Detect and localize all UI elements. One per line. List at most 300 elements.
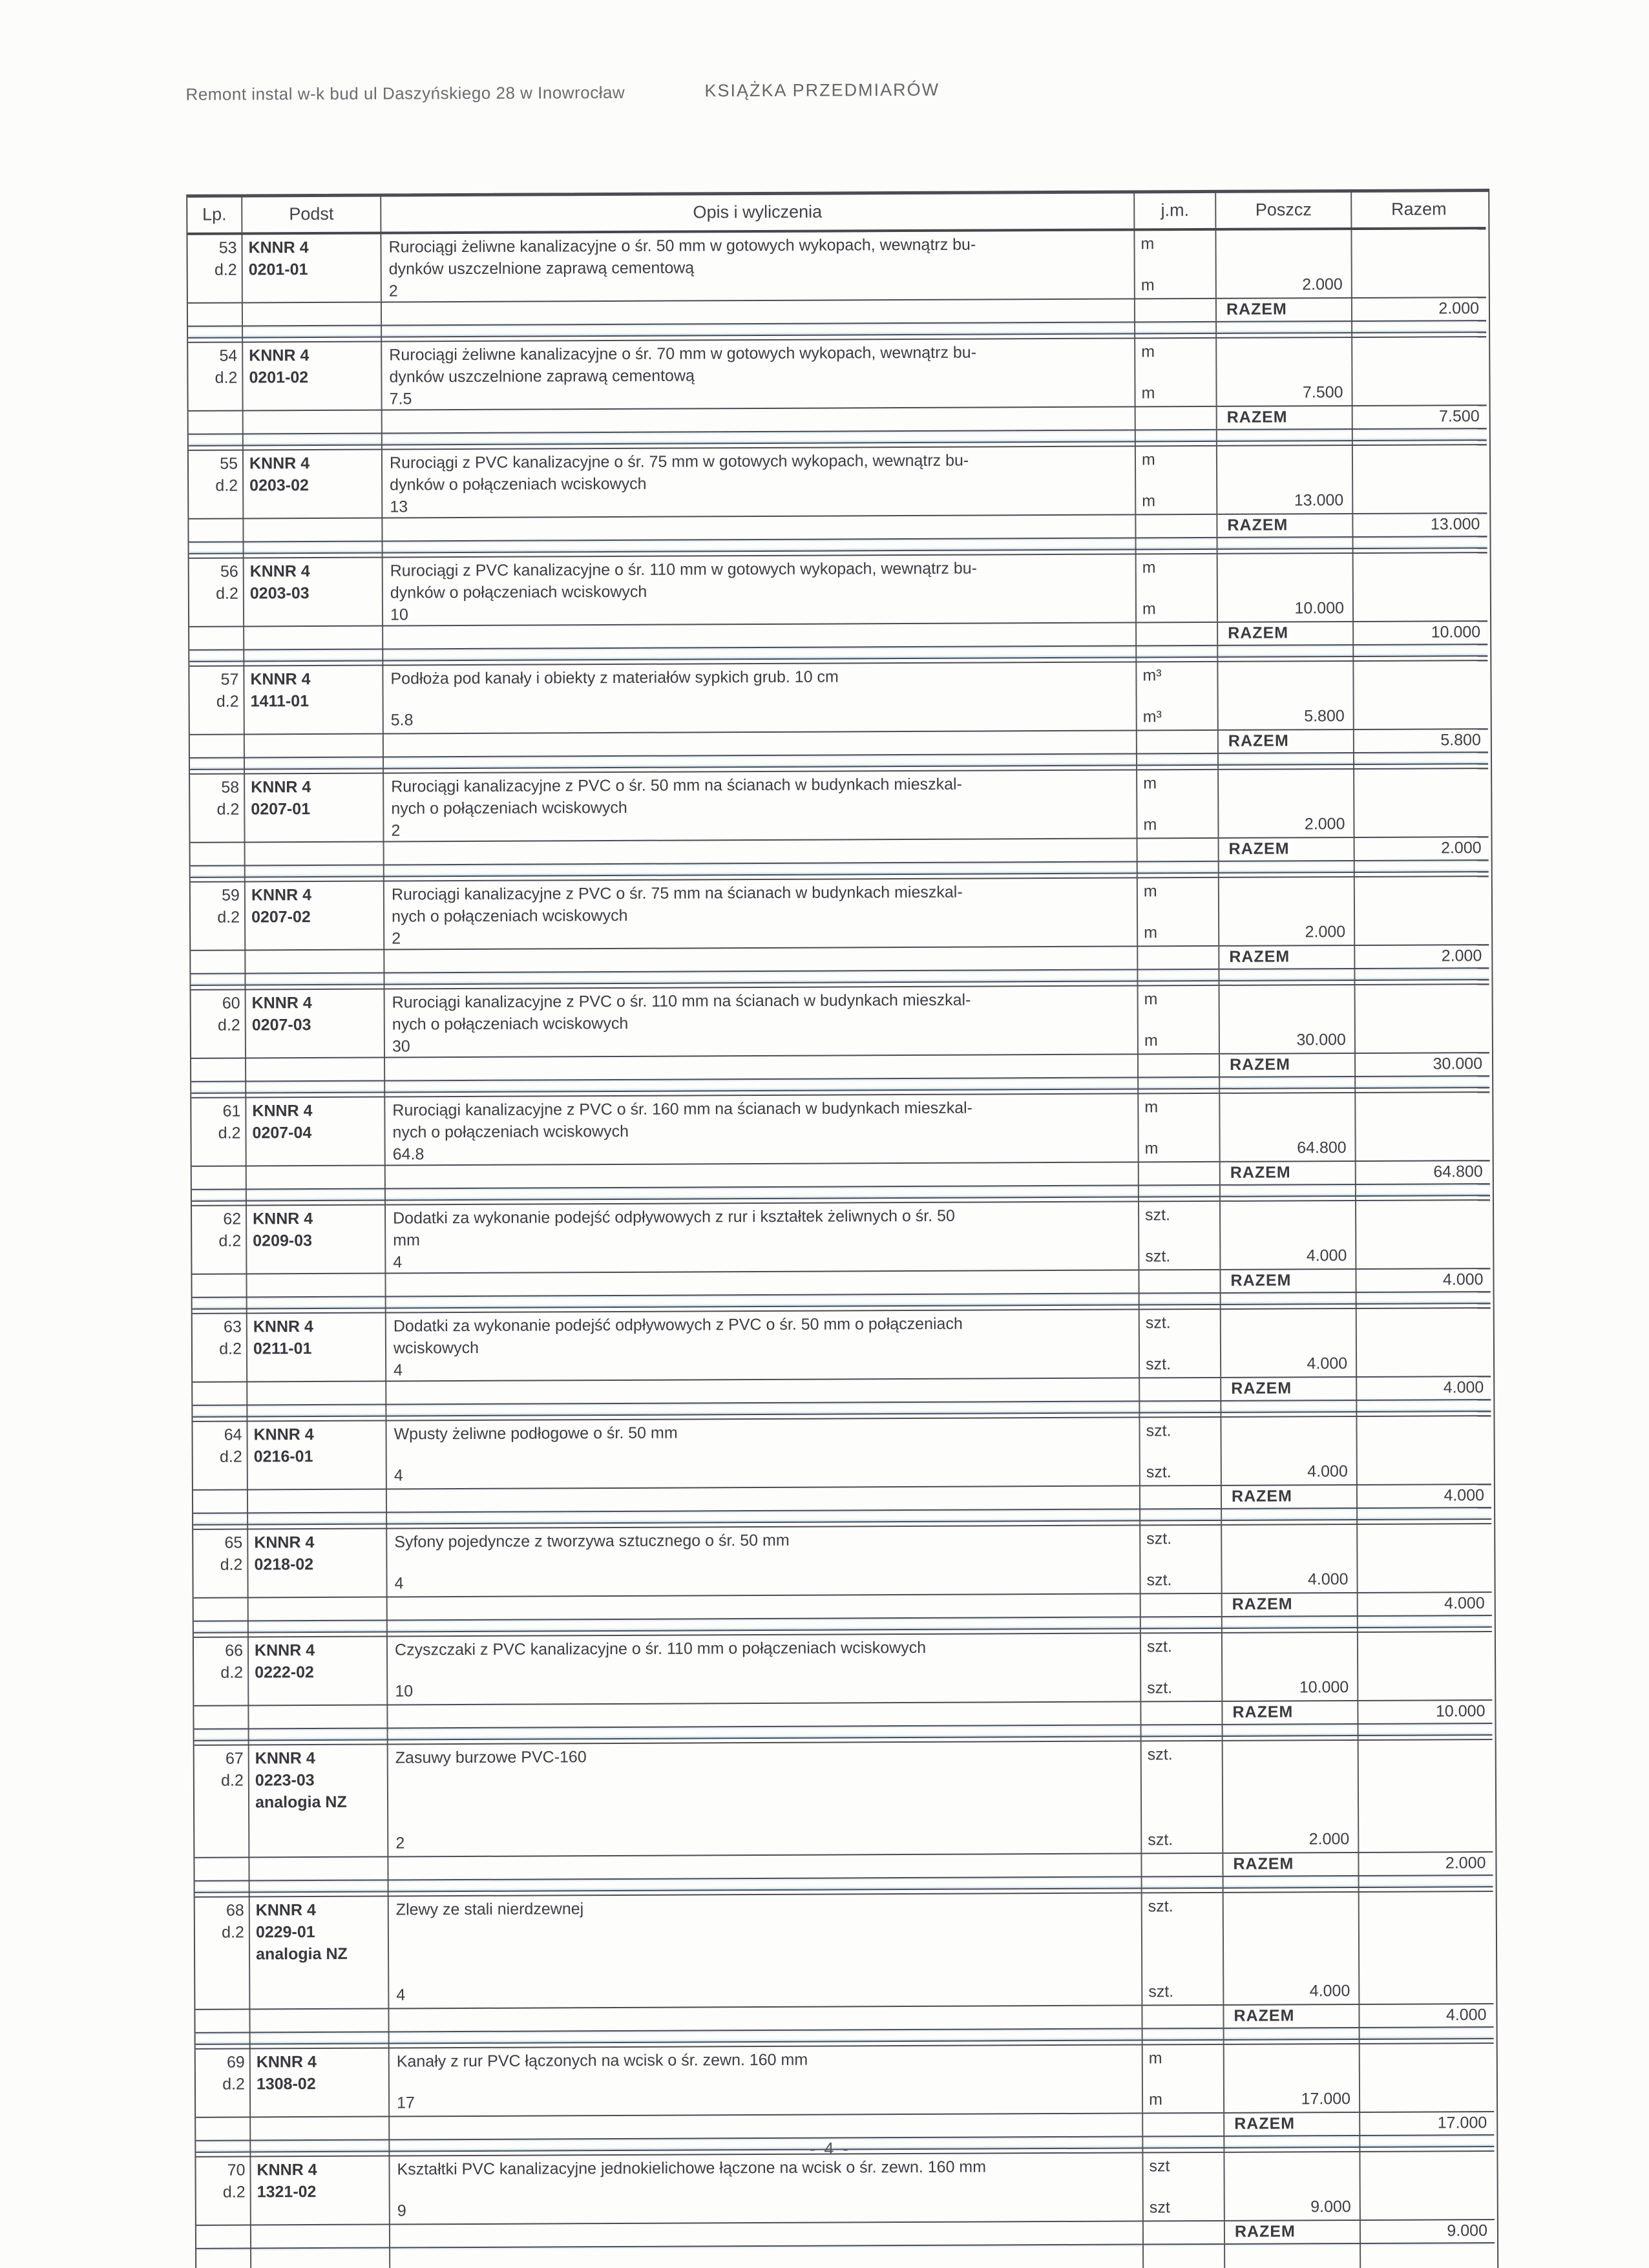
column-header-opis: Opis i wyliczenia — [381, 193, 1135, 231]
rule-cell — [1358, 1520, 1491, 1524]
item-jm-cell — [1136, 446, 1217, 514]
gap-cell — [1224, 2028, 1360, 2039]
rule-cell — [1353, 441, 1487, 445]
gap-cell — [1353, 429, 1487, 440]
item-podst-cell — [243, 342, 382, 410]
rule-cell — [1137, 658, 1218, 662]
column-header-podst: Podst — [242, 197, 381, 233]
item-description-line: Zlewy ze stali nierdzewnej — [395, 1900, 584, 1919]
razem-lp-cell — [191, 950, 246, 972]
item-jm-cell — [1135, 231, 1216, 299]
razem-jm-cell — [1137, 623, 1218, 646]
quantity-expression: 4 — [394, 1466, 403, 1485]
item-desc-cell — [387, 1526, 1140, 1596]
item-description-line: wciskowych — [393, 1338, 479, 1358]
rule-cell — [1358, 1628, 1492, 1632]
item-section-ref: d.2 — [217, 1016, 240, 1034]
rule-cell — [1219, 873, 1355, 877]
item-desc-cell — [386, 1202, 1139, 1272]
item-podst-cell — [244, 666, 383, 734]
gap-cell — [1354, 537, 1487, 548]
quantity-expression: 2 — [388, 282, 398, 300]
item-description-line: Zasuwy burzowe PVC-160 — [395, 1748, 587, 1767]
partial-value: 10.000 — [1299, 1678, 1349, 1697]
rule-cell — [1357, 1412, 1491, 1416]
item-lp-cell — [195, 1897, 251, 2008]
razem-jm-cell — [1136, 407, 1217, 430]
razem-podst-cell — [249, 1858, 388, 1880]
razem-podst-cell — [244, 519, 383, 541]
item-row — [190, 769, 1488, 843]
item-podst-cell — [245, 774, 384, 842]
razem-podst-cell — [247, 1166, 386, 1189]
item-number: 54 — [219, 346, 238, 365]
item-row — [193, 1524, 1491, 1599]
razem-value-cell: 2.000 — [1441, 947, 1482, 965]
item-desc-cell — [381, 231, 1135, 301]
item-lp-cell — [188, 342, 243, 410]
razem-lp-cell — [189, 627, 244, 649]
item-row — [195, 1892, 1494, 2010]
item-jm-cell — [1135, 339, 1217, 406]
item-desc-cell — [383, 554, 1137, 625]
rule-cell — [1224, 1888, 1360, 1892]
item-jm-cell — [1140, 1310, 1221, 1378]
razem-podst-cell — [249, 1706, 388, 1728]
razem-jm-cell — [1139, 1270, 1221, 1293]
item-section-ref: d.2 — [219, 1447, 242, 1466]
item-basis-code: 1308-02 — [256, 2075, 316, 2094]
razem-opis-cell — [390, 2114, 1143, 2139]
item-desc-cell — [388, 1741, 1142, 1856]
item-jm-cell — [1140, 1526, 1222, 1593]
unit-label: szt. — [1146, 1571, 1172, 1590]
gap-cell — [251, 2033, 390, 2044]
item-basis-code: 0207-01 — [251, 800, 311, 819]
rule-cell — [1354, 656, 1487, 660]
rule-cell — [1356, 1088, 1489, 1092]
item-section-ref: d.2 — [218, 1232, 242, 1250]
gap-cell — [243, 326, 382, 337]
item-description-line: nych o połączeniach wciskowych — [392, 1014, 629, 1034]
item-jm-cell — [1140, 1418, 1221, 1486]
razem-value-cell: 13.000 — [1430, 515, 1480, 534]
item-number: 53 — [218, 238, 237, 257]
razem-value-cell: 2.000 — [1438, 299, 1480, 318]
item-podst-cell — [251, 2157, 390, 2225]
item-lp-cell — [190, 774, 245, 841]
item-section-ref: d.2 — [215, 368, 238, 387]
rule-cell — [193, 1417, 247, 1420]
razem-podst-cell — [245, 735, 384, 757]
rule-cell — [244, 446, 383, 450]
razem-podst-cell — [243, 303, 382, 326]
item-section-ref: d.2 — [221, 1771, 244, 1790]
page-number: - 4 - — [809, 2139, 850, 2159]
razem-label-cell: RAZEM — [1221, 1378, 1357, 1400]
item-razem-cell — [1352, 229, 1486, 297]
razem-jm-cell — [1138, 947, 1219, 969]
quantity-expression: 4 — [393, 1253, 403, 1272]
razem-jm-cell — [1142, 2006, 1224, 2028]
partial-value: 2.000 — [1305, 923, 1346, 941]
razem-lp-cell — [193, 1382, 247, 1404]
item-jm-cell — [1139, 1094, 1220, 1162]
item-basis-code: 1321-02 — [257, 2183, 317, 2201]
item-basis-code: 0216-01 — [253, 1447, 313, 1466]
item-poszcz-cell — [1222, 1525, 1358, 1593]
item-section-ref: d.2 — [222, 1923, 244, 1942]
gap-cell — [1142, 1877, 1224, 1888]
item-jm-cell — [1137, 662, 1218, 730]
item-row — [196, 2044, 1494, 2118]
item-razem-cell — [1356, 985, 1489, 1053]
gap-cell — [248, 1513, 387, 1524]
item-row — [189, 661, 1487, 735]
rule-cell — [1221, 1197, 1356, 1201]
item-razem-cell — [1352, 337, 1486, 405]
rule-cell — [191, 1093, 246, 1097]
razem-jm-cell — [1141, 1594, 1223, 1617]
rule-cell — [194, 1741, 249, 1744]
quantity-expression: 4 — [394, 1574, 404, 1593]
item-jm-cell — [1139, 1202, 1221, 1270]
item-basis-code: KNNR 4 — [255, 1901, 316, 1920]
quantity-expression: 10 — [395, 1682, 414, 1701]
item-number: 67 — [225, 1749, 244, 1768]
item-basis-code: KNNR 4 — [256, 2053, 317, 2072]
unit-label: m — [1143, 882, 1157, 901]
item-section-ref: d.2 — [220, 1663, 244, 1682]
item-basis-code: KNNR 4 — [249, 454, 310, 473]
gap-cell — [1217, 322, 1352, 333]
gap-cell — [1141, 1617, 1223, 1628]
razem-label-cell: RAZEM — [1224, 2113, 1360, 2136]
item-row — [193, 1416, 1491, 1491]
gap-cell — [1354, 645, 1487, 656]
rule-cell — [1140, 1305, 1221, 1309]
item-lp-cell — [191, 990, 246, 1057]
item-lp-cell — [193, 1422, 247, 1489]
item-section-ref: d.2 — [220, 1555, 243, 1574]
rule-cell — [1139, 1197, 1221, 1201]
rule-cell — [1220, 981, 1356, 985]
gap-cell — [1140, 1294, 1221, 1305]
item-description-line: Rurociągi żeliwne kanalizacyjne o śr. 50 mm w gotowych wykopach, wewnątrz bu- — [388, 235, 976, 257]
unit-label: szt. — [1146, 1422, 1171, 1440]
razem-lp-cell — [195, 2010, 250, 2032]
item-description-line: nych o połączeniach wciskowych — [392, 1122, 629, 1142]
item-description-line: Dodatki za wykonanie podejść odpływowych z rur i kształtek żeliwnych o śr. 50 — [393, 1206, 955, 1228]
rule-cell — [1356, 980, 1489, 984]
razem-podst-cell — [247, 1274, 386, 1297]
gap-cell — [193, 1405, 247, 1416]
rule-cell — [188, 338, 243, 341]
item-section-ref: d.2 — [217, 908, 240, 927]
rule-cell — [244, 554, 383, 558]
rule-cell — [1221, 1412, 1357, 1416]
gap-cell — [1225, 2244, 1361, 2268]
item-row — [189, 553, 1487, 627]
rule-cell — [1142, 1737, 1223, 1741]
rule-cell — [1224, 2040, 1360, 2044]
quantity-expression: 5.8 — [390, 711, 414, 730]
unit-label: szt. — [1145, 1206, 1171, 1224]
item-description-line: Rurociągi kanalizacyjne z PVC o śr. 50 mm na ścianach w budynkach mieszkal- — [391, 775, 962, 796]
razem-lp-cell — [191, 1058, 246, 1080]
quantity-expression: 4 — [396, 1986, 406, 2004]
rule-cell — [189, 446, 244, 449]
item-row — [189, 445, 1487, 520]
gap-cell — [1136, 430, 1217, 441]
unit-label: m — [1143, 774, 1157, 793]
item-razem-cell — [1356, 1201, 1490, 1268]
rule-cell — [189, 662, 244, 665]
unit-label: m — [1142, 492, 1156, 510]
item-lp-cell — [194, 1745, 250, 1856]
item-row — [194, 1632, 1492, 1706]
razem-opis-cell — [384, 947, 1138, 972]
item-podst-cell — [248, 1529, 387, 1597]
item-lp-cell — [189, 558, 244, 625]
item-desc-cell — [388, 1633, 1141, 1704]
item-razem-cell — [1357, 1416, 1491, 1484]
razem-jm-cell — [1139, 1055, 1220, 1077]
unit-label: szt. — [1146, 1355, 1171, 1374]
item-poszcz-cell — [1220, 985, 1356, 1053]
item-section-ref: d.2 — [218, 1124, 241, 1142]
razem-jm-cell — [1140, 1486, 1222, 1509]
razem-podst-cell — [249, 1598, 388, 1621]
razem-label-cell: RAZEM — [1217, 299, 1352, 321]
gap-cell — [189, 434, 244, 445]
item-desc-cell — [382, 339, 1135, 409]
rule-cell — [1222, 1520, 1358, 1524]
item-basis-code: KNNR 4 — [251, 778, 311, 797]
item-number: 64 — [224, 1425, 242, 1444]
razem-label-cell: RAZEM — [1223, 1853, 1359, 1876]
razem-value-cell: 30.000 — [1433, 1055, 1483, 1073]
gap-cell — [1217, 430, 1353, 441]
rule-cell — [196, 2044, 251, 2048]
gap-cell — [189, 650, 244, 660]
quantity-expression: 2 — [392, 929, 401, 948]
rule-cell — [246, 985, 385, 989]
rule-cell — [1355, 872, 1489, 876]
item-lp-cell — [191, 1098, 246, 1165]
item-basis-code: KNNR 4 — [253, 1425, 314, 1444]
unit-label: szt. — [1146, 1529, 1172, 1548]
item-razem-cell — [1360, 2152, 1494, 2220]
gap-cell — [1142, 1725, 1223, 1736]
item-basis-code: KNNR 4 — [249, 346, 310, 365]
item-desc-cell — [389, 1893, 1143, 2008]
partial-value: 2.000 — [1308, 1830, 1350, 1849]
rule-cell — [191, 877, 246, 881]
rule-cell — [190, 770, 245, 773]
item-podst-cell — [244, 558, 383, 626]
gap-cell — [1360, 1876, 1493, 1887]
partial-value: 30.000 — [1296, 1031, 1346, 1049]
gap-cell — [1355, 969, 1489, 980]
unit-label: szt. — [1145, 1247, 1171, 1266]
gap-cell — [190, 758, 245, 768]
gap-cell — [1135, 322, 1217, 333]
unit-label: m — [1140, 276, 1155, 295]
item-poszcz-cell — [1218, 554, 1354, 622]
gap-cell — [188, 326, 243, 337]
item-poszcz-cell — [1221, 1201, 1356, 1269]
razem-value-cell: 10.000 — [1431, 623, 1481, 642]
gap-cell — [191, 974, 246, 984]
item-podst-cell — [246, 882, 384, 950]
item-poszcz-cell — [1220, 1093, 1356, 1161]
rule-cell — [189, 554, 244, 557]
unit-label: m — [1142, 558, 1156, 577]
item-podst-cell — [249, 1745, 389, 1857]
item-basis-code: 0203-02 — [249, 476, 309, 495]
razem-jm-cell — [1138, 839, 1219, 861]
item-description-line: Kanały z rur PVC łączonych na wcisk o śr. zewn. 160 mm — [396, 2050, 808, 2071]
gap-cell — [244, 542, 383, 553]
item-basis-code: 0207-04 — [252, 1124, 312, 1142]
gap-cell — [194, 1729, 249, 1739]
razem-value-cell: 4.000 — [1444, 1486, 1485, 1505]
partial-value: 4.000 — [1307, 1570, 1349, 1589]
razem-opis-cell — [386, 1270, 1139, 1296]
rule-cell — [1140, 1413, 1221, 1417]
rule-cell — [1143, 2041, 1224, 2044]
unit-label: m — [1142, 600, 1156, 618]
gap-cell — [1137, 646, 1218, 657]
item-basis-code: 1411-01 — [250, 692, 310, 711]
column-header-jm: j.m. — [1135, 193, 1216, 229]
partial-value: 9.000 — [1310, 2198, 1351, 2216]
item-section-ref: d.2 — [216, 800, 240, 819]
rule-cell — [1137, 766, 1219, 770]
gap-cell — [1223, 1725, 1359, 1736]
rule-cell — [1359, 1736, 1493, 1739]
item-basis-code: 0222-02 — [255, 1663, 314, 1682]
item-poszcz-cell — [1217, 338, 1352, 406]
razem-value-cell: 10.000 — [1435, 1702, 1486, 1721]
item-desc-cell — [384, 878, 1138, 949]
table-header-row — [187, 192, 1486, 235]
item-razem-cell — [1354, 553, 1487, 621]
gap-cell — [193, 1297, 247, 1308]
item-poszcz-cell — [1223, 1741, 1360, 1853]
razem-label-cell: RAZEM — [1219, 946, 1355, 969]
item-section-ref: d.2 — [215, 476, 238, 495]
item-razem-cell — [1354, 661, 1487, 729]
item-lp-cell — [189, 666, 244, 733]
item-section-ref: d.2 — [219, 1339, 242, 1358]
rule-cell — [193, 1309, 247, 1312]
rule-cell — [245, 770, 384, 773]
razem-label-cell: RAZEM — [1224, 2005, 1360, 2028]
item-number: 59 — [222, 886, 240, 905]
partial-value: 7.500 — [1302, 383, 1343, 402]
item-razem-cell — [1356, 1093, 1489, 1160]
item-basis-code: KNNR 4 — [251, 886, 312, 905]
item-desc-cell — [390, 2045, 1143, 2116]
column-header-razem: Razem — [1391, 199, 1447, 219]
razem-label-cell: RAZEM — [1219, 730, 1354, 753]
item-description-line: mm — [393, 1231, 420, 1250]
gap-cell — [245, 758, 384, 769]
unit-label: m — [1144, 1139, 1159, 1158]
partial-value: 5.800 — [1304, 707, 1345, 726]
item-razem-cell — [1359, 1740, 1493, 1852]
item-razem-cell — [1357, 1308, 1491, 1376]
item-row — [191, 985, 1489, 1059]
razem-lp-cell — [191, 843, 246, 865]
item-poszcz-cell — [1224, 1893, 1360, 2004]
item-lp-cell — [193, 1314, 247, 1381]
gap-cell — [1357, 1292, 1491, 1303]
gap-cell — [244, 434, 383, 445]
rule-cell — [1223, 1736, 1359, 1740]
item-poszcz-cell — [1224, 2044, 1360, 2112]
unit-label: m — [1144, 1098, 1159, 1117]
item-basis-code: KNNR 4 — [257, 2161, 317, 2179]
item-number: 62 — [223, 1210, 242, 1228]
razem-value-cell: 17.000 — [1437, 2114, 1487, 2132]
unit-label: m — [1141, 342, 1155, 361]
item-row — [192, 1201, 1490, 1275]
item-description-line: Czyszczaki z PVC kanalizacyjne o śr. 110 mm o połączeniach wciskowych — [394, 1638, 927, 1659]
item-basis-code: 0209-03 — [253, 1232, 313, 1250]
item-basis-code: KNNR 4 — [254, 1533, 315, 1552]
razem-label-cell: RAZEM — [1219, 838, 1355, 861]
item-description-line: Kształtki PVC kanalizacyjne jednokielichowe łączone na wcisk o śr. zewn. 160 mm — [397, 2158, 987, 2179]
item-number: 57 — [220, 670, 239, 689]
item-basis-code: KNNR 4 — [254, 1641, 315, 1660]
item-podst-cell — [244, 450, 383, 518]
document-title-overlay: KSIĄŻKA PRZEDMIARÓW — [704, 79, 940, 101]
gap-cell — [1218, 646, 1354, 656]
gap-cell — [1139, 1078, 1220, 1089]
razem-opis-cell — [384, 731, 1137, 756]
gap-cell — [1356, 1076, 1489, 1087]
item-podst-cell — [246, 990, 385, 1058]
razem-jm-cell — [1141, 1702, 1223, 1725]
razem-jm-cell — [1142, 1854, 1223, 1876]
rule-cell — [249, 1741, 388, 1745]
item-number: 68 — [226, 1901, 244, 1920]
item-basis-code: 0207-03 — [251, 1016, 311, 1034]
quantity-expression: 17 — [397, 2094, 415, 2112]
item-description-line: dynków o połączeniach wciskowych — [390, 474, 647, 494]
item-number: 70 — [227, 2161, 246, 2179]
partial-value: 2.000 — [1304, 815, 1345, 834]
item-description-line: Rurociągi kanalizacyjne z PVC o śr. 75 mm na ścianach w budynkach mieszkal- — [391, 883, 963, 904]
item-row — [191, 877, 1489, 951]
item-desc-cell — [386, 1310, 1140, 1380]
rule-cell — [251, 2044, 390, 2048]
razem-label-cell: RAZEM — [1217, 406, 1353, 429]
item-jm-cell — [1137, 770, 1219, 838]
razem-lp-cell — [188, 303, 243, 325]
gap-cell — [1359, 1724, 1493, 1735]
item-desc-cell — [390, 2153, 1143, 2223]
unit-label: m³ — [1142, 666, 1162, 685]
razem-value-cell: 4.000 — [1445, 2006, 1487, 2024]
gap-cell — [1224, 1876, 1360, 1887]
quantity-expression: 7.5 — [389, 390, 412, 408]
razem-opis-cell — [383, 515, 1136, 540]
rule-cell — [1218, 657, 1354, 661]
